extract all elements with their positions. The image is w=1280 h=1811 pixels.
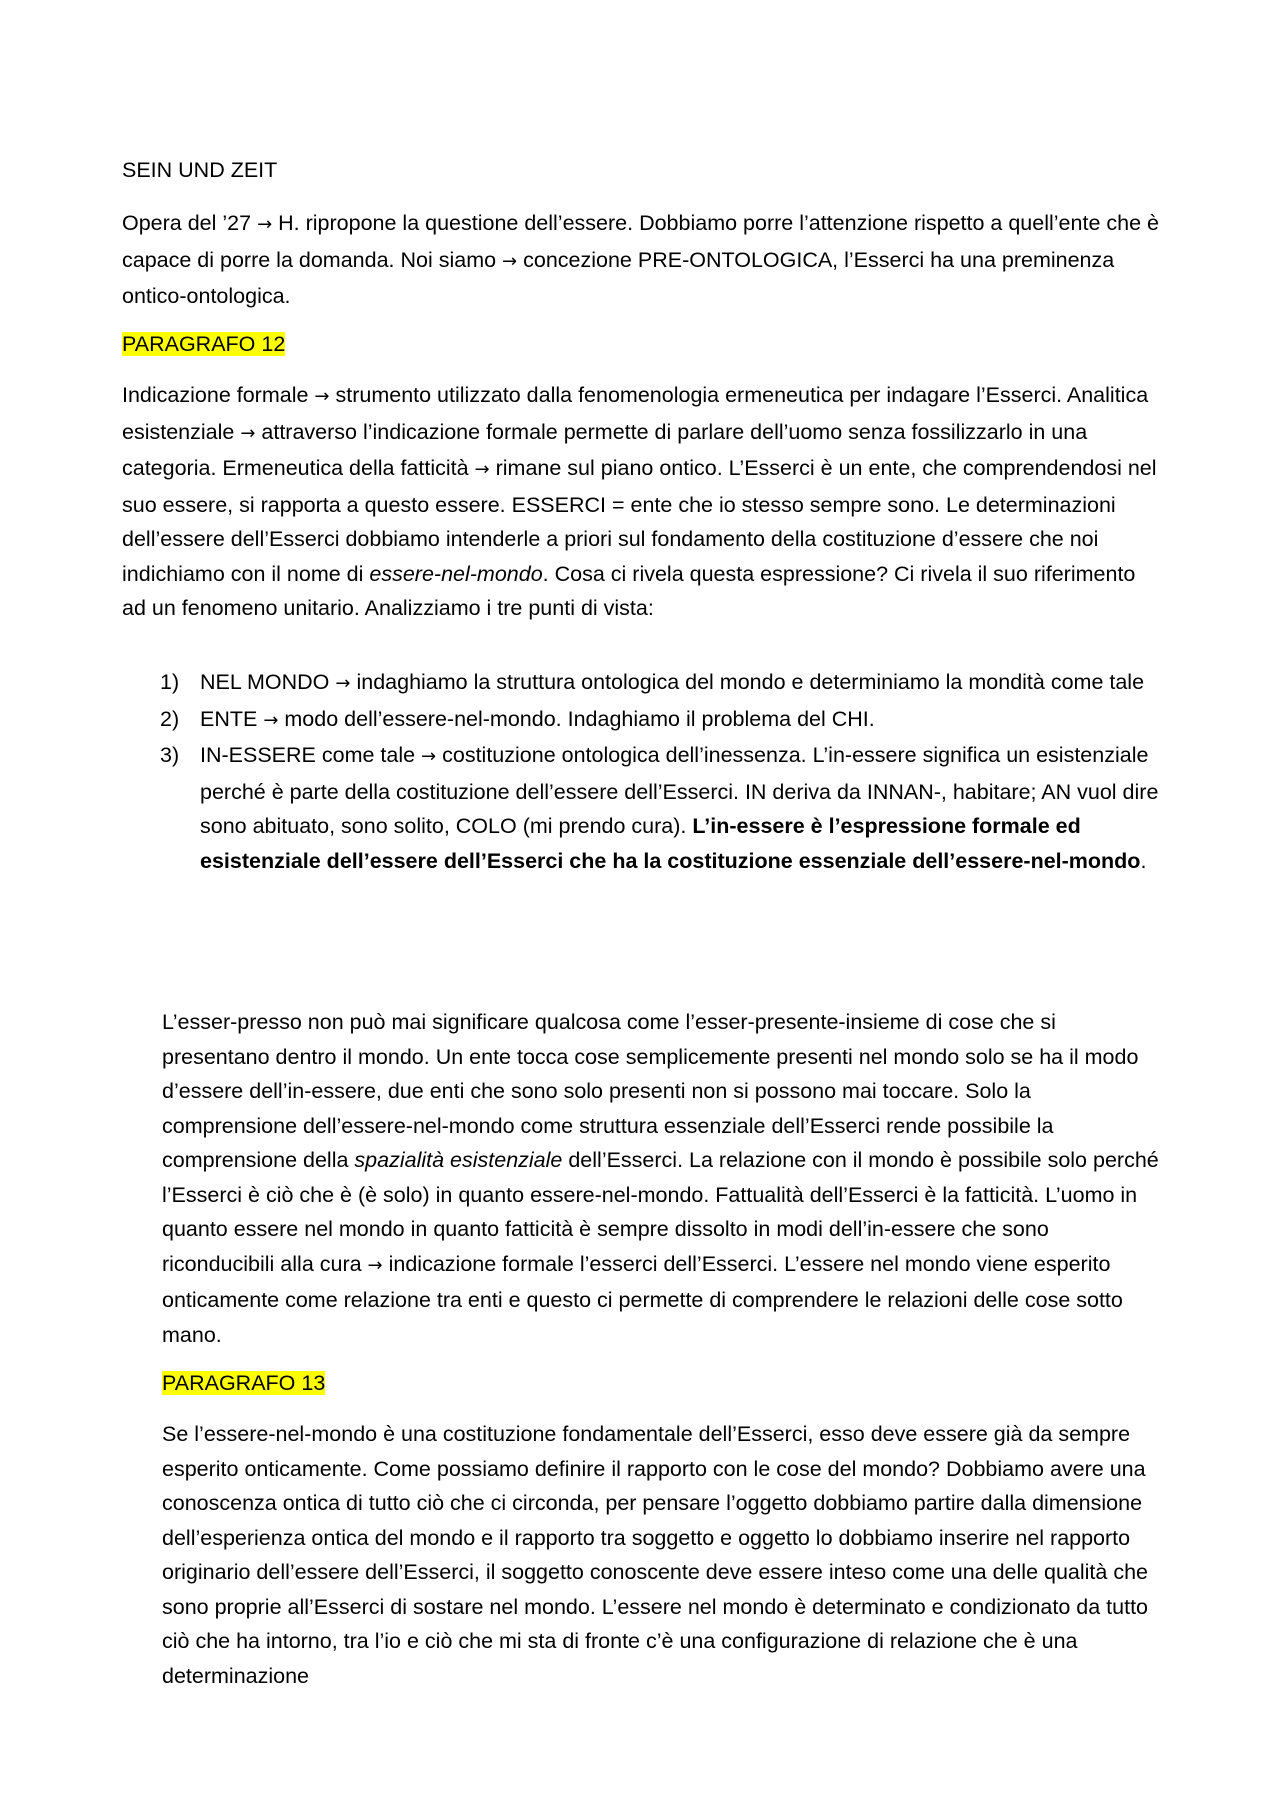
section-13-paragraph: Se l’essere-nel-mondo è una costituzione fondamentale dell’Esserci, esso deve essere già da sempre esperito onticamente. Come possiamo definire il rapporto con le cose del mondo? Dobbiamo avere una conoscenza ontica di tutto ciò che ci circonda, per pensare l’oggetto dobbiamo partire dalla dimensione dell’esperienza ontica del mondo e il rapporto tra soggetto e oggetto lo dobbiamo inserire nel rapporto originario dell’essere dell’Esserci, il soggetto conoscente deve essere inteso come una delle qualità che sono proprie all’Esserci di sostare nel mondo. L’essere nel mondo è determinato e condizionato da tutto ciò che ha intorno, tra l’io e ciò che mi sta di fronte c’è una configurazione di relazione che è una determinazione — [162, 1422, 1148, 1688]
section-13-heading: PARAGRAFO 13 — [162, 1371, 326, 1395]
arrow-right-icon: → — [257, 214, 273, 235]
esser-presso-paragraph: L’esser-presso non può mai significare qualcosa come l’esser-presente-insieme di cose che si presentano dentro il mondo. Un ente tocca cose semplicemente presenti nel mondo solo se ha il modo d’essere dell’in-essere, due enti che sono solo presenti non si possono mai toccare. Solo la comprensione dell’essere-nel-mondo come struttura essenziale dell’Esserci rende possibile la comprensione della spazialità esistenziale dell’Esserci. La relazione con il mondo è possibile solo perché l’Esserci è ciò che è (è solo) in quanto essere-nel-mondo. Fattualità dell’Esserci è la fatticità. L’uomo in quanto essere nel mondo in quanto fatticità è sempre dissolto in modi dell’in-essere che sono riconducibili alla cura → indicazione formale l’esserci dell’Esserci. L’essere nel mondo viene esperito onticamente come relazione tra enti e questo ci permette di comprendere le relazioni delle cose sotto mano. — [162, 1010, 1159, 1347]
arrow-right-icon: → — [335, 673, 351, 694]
arrow-right-icon: → — [474, 459, 490, 480]
list-item: 2) ENTE → modo dell’essere-nel-mondo. Indaghiamo il problema del CHI. — [160, 706, 875, 731]
arrow-right-icon: → — [240, 422, 256, 444]
list-item: 3) IN-ESSERE come tale → costituzione ontologica dell’inessenza. L’in-essere significa un esistenziale perché è parte della costituzione dell’essere dell’Esserci. IN deriva da INNAN-, habitare; AN vuol dire sono abituato, sono solito, COLO (mi prendo cura). L’in-essere è l’espressione formale ed esistenziale dell’essere dell’Esserci che ha la costituzione essenziale dell’essere-nel-mondo. — [160, 743, 1159, 873]
arrow-right-icon: → — [502, 250, 518, 272]
arrow-right-icon: → — [367, 1254, 383, 1276]
arrow-right-icon: → — [314, 386, 330, 407]
arrow-right-icon: → — [263, 709, 279, 731]
points-of-view-list — [122, 665, 1162, 878]
document-title: SEIN UND ZEIT — [122, 158, 278, 182]
intro-paragraph: Opera del ’27 → H. ripropone la questione dell’essere. Dobbiamo porre l’attenzione rispetto a quell’ente che è capace di porre la domanda. Noi siamo → concezione PRE-ONTOLOGICA, l’Esserci ha una preminenza ontico-ontologica. — [122, 211, 1159, 308]
list-item: 1) NEL MONDO → indaghiamo la struttura ontologica del mondo e determiniamo la mondità come tale — [160, 670, 1145, 694]
arrow-right-icon: → — [421, 746, 437, 767]
section-12-paragraph: Indicazione formale → strumento utilizzato dalla fenomenologia ermeneutica per indagare l’Esserci. Analitica esistenziale → attraverso l’indicazione formale permette di parlare dell’uomo senza fossilizzarlo in una categoria. Ermeneutica della fatticità → rimane sul piano ontico. L’Esserci è un ente, che comprendendosi nel suo essere, si rapporta a questo essere. ESSERCI = ente che io stesso sempre sono. Le determinazioni dell’essere dell’Esserci dobbiamo intenderle a priori sul fondamento della costituzione d’essere che noi indichiamo con il nome di essere-nel-mondo. Cosa ci rivela questa espressione? Ci rivela il suo riferimento ad un fenomeno unitario. Analizziamo i tre punti di vista: — [122, 383, 1157, 620]
section-12-heading: PARAGRAFO 12 — [122, 332, 286, 356]
